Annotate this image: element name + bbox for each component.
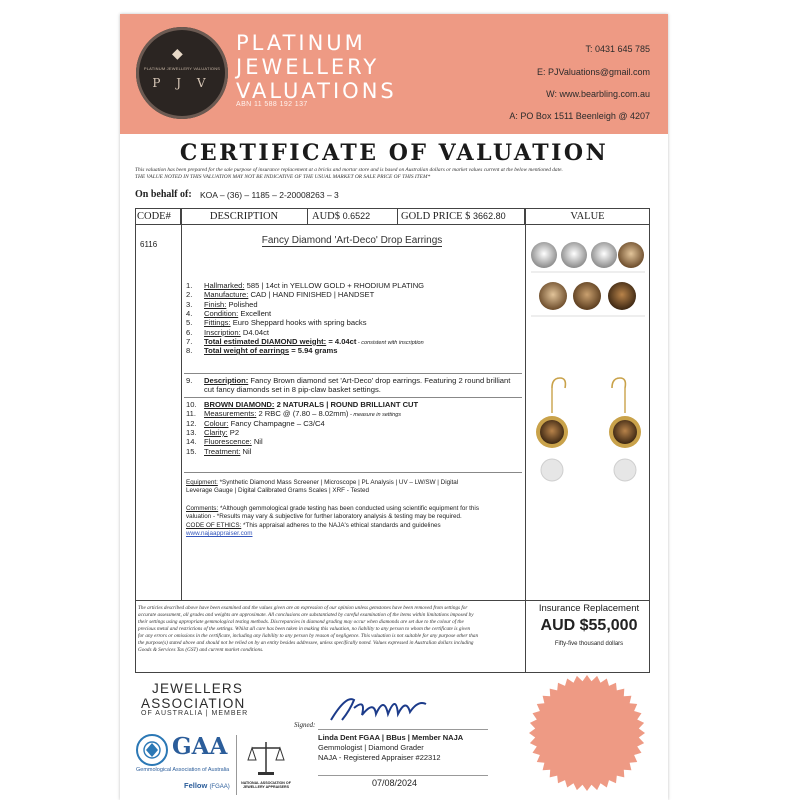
item-text: 585 | 14ct in YELLOW GOLD + RHODIUM PLATING xyxy=(244,281,425,290)
company-name-line: PLATINUM xyxy=(236,31,366,55)
item-note: - consistent with inscription xyxy=(356,339,424,346)
item-number: 12. xyxy=(186,418,197,428)
naja-link[interactable]: www.najaappraiser.com xyxy=(186,530,253,538)
gaa-logo-text: GAA xyxy=(172,733,228,760)
item-label: Colour: xyxy=(204,418,229,428)
item-code: 6116 xyxy=(140,240,158,249)
aud-label: AUD$ xyxy=(312,211,340,222)
contact-phone: T: 0431 645 785 xyxy=(585,44,650,54)
value-header: VALUE xyxy=(525,208,650,225)
fellow-label: Fellow xyxy=(184,781,208,790)
item-label: Fittings: xyxy=(204,318,231,328)
ethics-text: *This appraisal adheres to the NAJA's ethical standards and guidelines xyxy=(241,521,441,529)
diamond-icon: ◆ xyxy=(172,46,183,62)
signer-registration: NAJA - Registered Appraiser #22312 xyxy=(318,753,441,762)
contact-address: A: PO Box 1511 Beenleigh @ 4207 xyxy=(509,111,650,121)
jaa-line: JEWELLERS xyxy=(152,681,244,696)
company-name-line: JEWELLERY xyxy=(236,55,380,79)
abn-number: ABN 11 588 192 137 xyxy=(236,101,308,108)
list-item xyxy=(186,346,337,357)
list-item xyxy=(186,376,510,385)
earrings-photo xyxy=(536,378,641,481)
insurance-label: Insurance Replacement xyxy=(538,603,640,614)
item-label: Condition: xyxy=(204,308,239,318)
item-label: Total estimated DIAMOND weight: xyxy=(204,336,327,346)
insurance-value-words: Fifty-five thousand dollars xyxy=(554,641,624,647)
item-title-text: Fancy Diamond 'Art-Deco' Drop Earrings xyxy=(261,235,443,246)
valuation-disclaimer xyxy=(135,167,655,181)
gold-price-label: GOLD PRICE $ xyxy=(401,211,471,222)
item-number: 4. xyxy=(186,308,193,318)
disclaimer-line: This valuation has been prepared for the sale purpose of insurance replacement at a bricks and mortar store and is based on Australian dollars or market values current at the below mentioned date. xyxy=(135,167,563,173)
fine-print xyxy=(138,605,528,654)
item-number: 8. xyxy=(186,346,193,356)
item-number: 10. xyxy=(186,400,197,409)
item-number: 13. xyxy=(186,427,197,437)
column-divider xyxy=(181,208,182,600)
seal-text: PLATINUM JEWELLERY VALUATIONS xyxy=(143,66,221,71)
item-note: - measure in settings xyxy=(348,412,402,419)
item-label: Inscription: xyxy=(204,327,241,337)
fine-print-line: for any errors or omissions in the certificate, including any liability to any person by reason of negligence. This valuation is not suitable for any purpose other than xyxy=(138,633,479,639)
on-behalf-label: On behalf of: xyxy=(135,189,192,200)
seal-monogram: P J V xyxy=(152,76,212,90)
comments-section xyxy=(186,505,479,539)
date-line xyxy=(318,775,488,776)
aud-header xyxy=(308,208,398,225)
gaa-fellow xyxy=(184,781,230,790)
signer-name: Linda Dent FGAA | BBus | Member NAJA xyxy=(318,733,464,742)
item-text: = 4.04ct xyxy=(326,336,357,346)
list-item-continued: cut fancy diamonds set in 8 pip-claw basket settings. xyxy=(204,385,381,394)
item-text: 2 RBC @ (7.80 – 8.02mm) xyxy=(256,409,349,419)
item-text: D4.04ct xyxy=(240,327,270,337)
item-text: P2 xyxy=(227,427,240,437)
item-label: Fluorescence: xyxy=(204,437,252,447)
gold-price-value: 3662.80 xyxy=(473,211,506,221)
fine-print-line: precious metal and restrictions of the settings. Whilst all care has been taken in making this valuation, no liability to any person to whom the certificate is given xyxy=(138,626,471,632)
disclaimer-line: THE VALUE NOTED IN THIS VALUATION MAY NOT BE INDICATIVE OF THE USUAL MARKET OR SALE PRICE OF THIS ITEM* xyxy=(135,174,431,180)
item-text: CAD | HAND FINISHED | HANDSET xyxy=(248,290,375,300)
item-number: 14. xyxy=(186,437,197,447)
row-divider xyxy=(184,373,522,374)
company-seal-logo xyxy=(136,27,228,119)
diamond-colour-chart xyxy=(531,242,645,316)
fine-print-line: their settings using appropriate gemmological testing methods. Discrepancies in diamond grading may occur when diamonds are set due to the colour of the xyxy=(138,619,464,625)
equipment-label: Equipment: xyxy=(186,479,218,486)
item-label: Manufacture: xyxy=(204,290,249,300)
signature xyxy=(326,690,436,730)
gaa-subtitle: Gemmological Association of Australia xyxy=(136,767,230,773)
item-number: 1. xyxy=(186,281,193,290)
insurance-value: AUD $55,000 xyxy=(540,617,638,634)
equipment-section xyxy=(186,479,458,496)
jaa-logo xyxy=(141,681,246,711)
item-text: Polished xyxy=(226,299,258,309)
gold-price-header xyxy=(398,208,525,225)
item-label: Total weight of earrings xyxy=(204,346,290,356)
fine-print-line: the purpose(s) stated above and should not be relied on by an entity besides addressee, unless specifically noted. Values expressed in Australian dollars including xyxy=(138,640,474,646)
signer-role: Gemmologist | Diamond Grader xyxy=(318,743,424,752)
comments-text: valuation - *Results may vary & subjective for further laboratory analysis & testing may be required. xyxy=(186,513,462,521)
fine-print-line: Goods & Services Tax (GST) and current market conditions. xyxy=(138,647,264,653)
item-text: Excellent xyxy=(238,308,272,318)
item-text: = 5.94 grams xyxy=(289,346,338,356)
column-divider xyxy=(525,208,526,673)
comments-label: Comments: xyxy=(186,505,219,512)
ethics-label: CODE OF ETHICS: xyxy=(186,521,242,529)
item-text: Fancy Brown diamond set 'Art-Deco' drop earrings. Featuring 2 round brilliant xyxy=(248,376,511,385)
signature-line xyxy=(318,729,488,730)
item-label: Finish: xyxy=(204,299,227,309)
item-number: 7. xyxy=(186,336,193,346)
item-label: BROWN DIAMOND: xyxy=(204,400,275,409)
naja-scales-icon xyxy=(246,738,286,778)
jaa-line: ASSOCIATION xyxy=(141,696,246,711)
item-number: 11. xyxy=(186,409,196,419)
equipment-text: Leverage Gauge | Digital Calibrated Grams Scales | XRF - Tested xyxy=(186,487,370,495)
contact-email[interactable]: E: PJValuations@gmail.com xyxy=(536,67,650,77)
fellow-abbr: (FGAA) xyxy=(209,784,230,790)
row-divider xyxy=(184,397,522,398)
item-number: 6. xyxy=(186,327,193,337)
code-header: CODE# xyxy=(135,208,181,225)
comments-text: *Although gemmological grade testing has been conducted using scientific equipment for this xyxy=(218,505,479,512)
item-label: Description: xyxy=(204,376,249,385)
diamond-images xyxy=(527,228,649,648)
item-number: 9. xyxy=(186,376,193,385)
valuation-date: 07/08/2024 xyxy=(372,778,418,788)
signed-label: Signed: xyxy=(294,721,316,729)
footer-divider xyxy=(236,735,237,795)
row-divider xyxy=(184,472,522,473)
list-item xyxy=(186,447,251,458)
gaa-globe-icon xyxy=(136,734,168,766)
page-title: CERTIFICATE OF VALUATION xyxy=(179,140,609,166)
company-name-line: VALUATIONS xyxy=(236,79,397,103)
item-text: Fancy Champagne – C3/C4 xyxy=(228,418,325,428)
item-number: 5. xyxy=(186,318,193,328)
item-label: Measurements: xyxy=(204,409,257,419)
item-title xyxy=(183,235,521,246)
item-text: 2 NATURALS | ROUND BRILLIANT CUT xyxy=(274,400,419,409)
description-header: DESCRIPTION xyxy=(181,208,308,225)
item-text: Nil xyxy=(240,446,252,456)
company-name xyxy=(236,31,397,103)
naja-logo-text: NATIONAL ASSOCIATION OF JEWELLERY APPRAISERS xyxy=(241,781,291,789)
item-number: 15. xyxy=(186,446,197,456)
aud-value: 0.6522 xyxy=(342,211,371,221)
jaa-member-text: OF AUSTRALIA | MEMBER xyxy=(141,710,249,717)
on-behalf-value: KOA – (36) – 1185 – 2-20008263 – 3 xyxy=(200,190,339,200)
contact-web[interactable]: W: www.bearbling.com.au xyxy=(546,89,650,99)
item-number: 3. xyxy=(186,299,193,309)
item-label: Hallmarked: xyxy=(204,281,245,290)
item-label: Treatment: xyxy=(204,446,241,456)
fine-print-line: The articles described above have been examined and the values given are an expression of our opinion unless gemstones have been removed from settings for xyxy=(138,605,468,611)
fine-print-line: accurate assessment, all grades and weights are approximate. All conclusions are substantiated by careful examination of the items within limitations imposed by xyxy=(138,612,474,618)
seal-stamp xyxy=(528,674,646,792)
item-text: Euro Sheppard hooks with spring backs xyxy=(230,318,367,328)
item-number: 2. xyxy=(186,290,193,300)
item-label: Clarity: xyxy=(204,427,228,437)
equipment-text: *Synthetic Diamond Mass Screener | Microscope | PL Analysis | UV – LW/SW | Digital xyxy=(217,479,459,486)
item-text: Nil xyxy=(251,437,263,447)
